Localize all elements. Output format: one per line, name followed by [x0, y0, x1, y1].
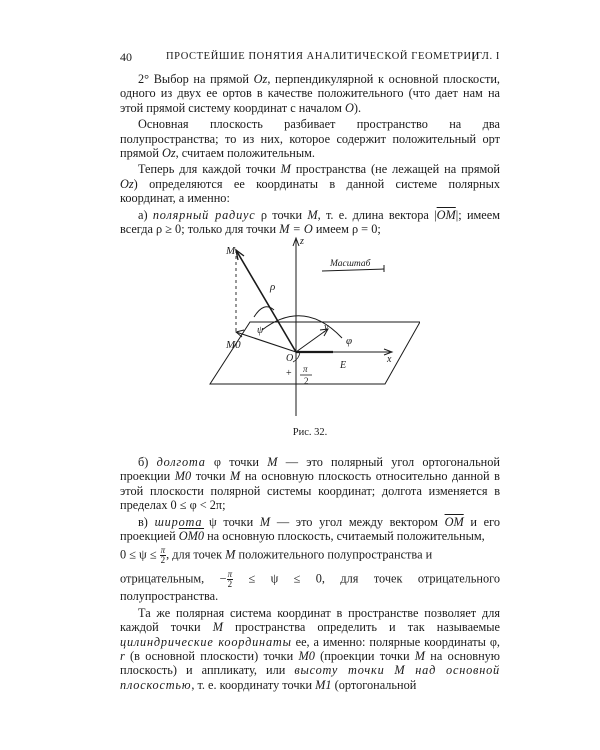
running-header [120, 50, 500, 66]
page-number: 40 [120, 50, 132, 64]
text-block-bottom [120, 455, 500, 692]
label-two: 2 [304, 376, 309, 386]
paragraph-coordinates-intro: Теперь для каждой точки M пространства (не лежащей на прямой Oz) определяются ее координаты в данной системе полярных координат, а именно: [120, 162, 500, 206]
label-phi: φ [346, 335, 353, 347]
scale-bar [322, 269, 384, 271]
text-block-top [120, 72, 500, 236]
arrowhead-M [236, 250, 244, 260]
paragraph-axis-choice: 2° Выбор на прямой Oz, перпендикулярной к основной плоскости, одного из двух ее ортов в качестве положительного (что дает нам на этой прямой систему координат с началом O). [120, 72, 500, 115]
label-scale: Масштаб [330, 259, 371, 269]
figure-32 [200, 228, 420, 428]
label-y: y [324, 322, 329, 333]
chapter-mark: [ГЛ. I [471, 51, 500, 62]
latitude-positive-range: 0 ≤ ψ ≤ $\frac{\pi}{2}$ , для точек M положительного полупространства и [120, 545, 433, 566]
psi-arc [254, 307, 274, 317]
label-M: M [226, 245, 236, 257]
label-rho: ρ [270, 281, 276, 293]
label-O: O [286, 353, 294, 364]
vector-OM0 [236, 332, 296, 352]
label-psi: ψ [257, 325, 264, 336]
label-E: E [340, 360, 347, 371]
label-z: z [300, 236, 304, 247]
label-plus: + [286, 368, 292, 379]
fraction-pi-over-2: $\frac{\pi}{2}$ [160, 545, 166, 566]
item-latitude: в) широта ψ точки M — это угол между вектором $\overline{OM}$ и его проекцией OM0 на основную плоскость, считаемый положительным, 0 ≤ ψ ≤ $\frac{\pi}{2}$ , для точек M положительного полупространства и отрицательным, − $\frac{\pi}{2}$ ≤ ψ ≤ 0, для точек отрицательного полупространства. [120, 514, 501, 604]
label-M0: M0 [226, 339, 241, 351]
label-pi: π [303, 364, 308, 374]
running-title: ПРОСТЕЙШИЕ ПОНЯТИЯ АНАЛИТИЧЕСКОЙ ГЕОМЕТРИИ [166, 51, 480, 62]
item-polar-radius: а) полярный радиус ρ точки M, т. е. длина вектора $|\overline{OM}|$; имеем всегда ρ ≥ 0; только для точки M = O имеем ρ = 0; [120, 207, 500, 237]
label-x: x [387, 354, 392, 365]
vector-OM [236, 250, 296, 352]
paragraph-cylindrical: Та же полярная система координат в пространстве позволяет для каждой точки M пространства определить и так называемые цилиндрические координаты ее, а именно: полярные координаты φ, r (в основной плоскости) точки M0 (проекции точки M на основную плоскость) и аппликату, или высоту точки M над основной плоскостью, т. е. координату точки M1 (ортогональной [120, 605, 501, 692]
latitude-negative-range: отрицательным, − $\frac{\pi}{2}$ ≤ ψ ≤ 0, для точек отрицательного полупространства. [120, 569, 501, 604]
phi-arc [262, 316, 342, 338]
item-longitude: б) долгота φ точки M — это полярный угол ортогональной проекции M0 точки M на основную плоскость относительно данной в этой плоскости полярной системы координат; долгота изменяется в пределах 0 ≤ φ < 2π; [120, 455, 500, 513]
figure-caption: Рис. 32. [292, 427, 328, 438]
paragraph-half-spaces: Основная плоскость разбивает пространство на два полупространства; то из них, которое содержит положительный орт прямой Oz, считаем положительным. [120, 117, 500, 161]
fraction-pi-over-2-negative: $\frac{\pi}{2}$ [227, 569, 233, 590]
